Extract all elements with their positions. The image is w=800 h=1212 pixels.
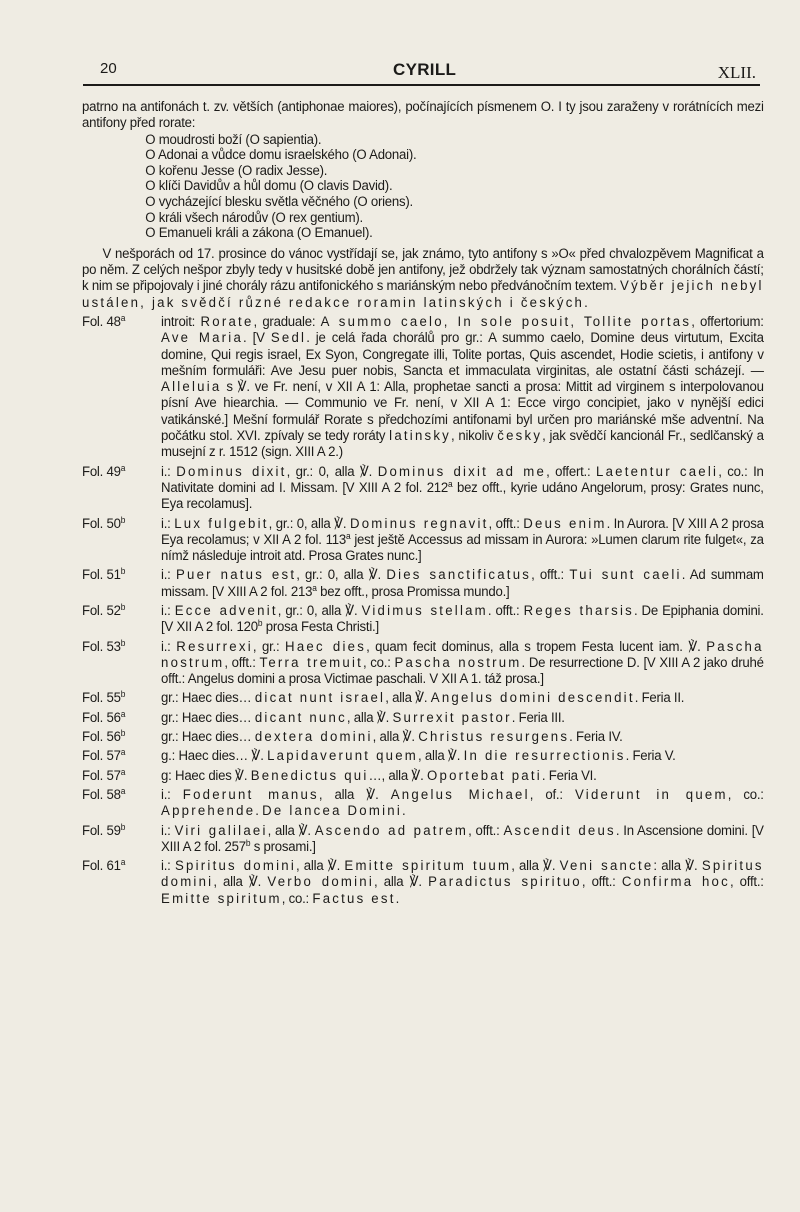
entry-text-run: gr.: Haec dies… xyxy=(161,729,255,746)
entry-text-run: , offt.: xyxy=(531,567,570,584)
folio-label xyxy=(82,464,161,513)
entry-text-run: i.: xyxy=(161,786,183,803)
folio-reference-side: b xyxy=(257,618,263,629)
chant-incipit: Lapidaverunt quem xyxy=(267,748,419,765)
folio-side: b xyxy=(120,601,126,612)
entry-text-run: . offt.: xyxy=(487,602,524,619)
entry-text-run: , co.: xyxy=(281,890,313,907)
chant-incipit: Confirma hoc xyxy=(621,874,730,891)
folio-side: b xyxy=(120,728,126,739)
chant-incipit: Dominus regnavit xyxy=(349,515,489,532)
folio-entry-text xyxy=(161,464,764,513)
entry-text-run: g.: Haec dies… ℣. xyxy=(161,748,268,765)
folio-number: Fol. 56 xyxy=(82,709,121,726)
chant-incipit: Laetentur caeli xyxy=(595,463,719,480)
folio-entry xyxy=(82,748,764,764)
entry-text-run: , gr.: 0, alla ℣. xyxy=(277,602,362,619)
entry-text-run: , gr.: 0, alla ℣. xyxy=(296,567,387,584)
entry-text-run: , alla ℣. xyxy=(346,709,393,726)
entry-text-run: , of.: xyxy=(529,786,575,803)
chant-incipit: dicant nunc xyxy=(254,709,347,726)
entry-text-run: i.: xyxy=(161,567,177,584)
entry-text-run: i.: xyxy=(161,602,175,619)
antiphon-item: O Emanueli králi a zákona (O Emanuel). xyxy=(145,225,373,242)
antiphon-item: O králi všech národův (O rex gentium). xyxy=(145,209,363,226)
chant-incipit: Alleluia xyxy=(161,379,222,396)
folio-label xyxy=(82,858,161,907)
chant-incipit: Paradictus spirituo xyxy=(428,874,582,891)
entry-text-run: , alla ℣. xyxy=(213,874,268,891)
entry-text-run: bez offt., kyrie udáno Angelorum, prosy: Grates nunc, Eya recolamus]. xyxy=(161,479,764,513)
folio-entry-text xyxy=(161,729,764,745)
chant-incipit: Pascha nostrum xyxy=(161,638,764,671)
chant-incipit: Terra tremuit xyxy=(259,654,364,671)
folio-entry xyxy=(82,314,764,461)
folio-side: a xyxy=(120,312,126,323)
chant-incipit: Dominus dixit xyxy=(176,463,287,480)
folio-label xyxy=(82,690,161,706)
running-header xyxy=(83,57,760,86)
entry-text-run: bez offt., prosa Promissa mundo.] xyxy=(316,583,510,600)
chant-incipit: Spiritus domini xyxy=(175,858,296,875)
folio-label xyxy=(82,787,161,820)
folio-label xyxy=(82,639,161,688)
chant-incipit: Foderunt manus xyxy=(182,786,319,803)
folio-label xyxy=(82,314,161,461)
entry-text-run: , alla ℣. xyxy=(418,748,464,765)
page-body xyxy=(82,99,764,907)
entry-text-run: , co.: xyxy=(727,786,764,803)
entry-text-run: , alla ℣. xyxy=(295,858,345,875)
antiphon-item: O moudrosti boží (O sapientia). xyxy=(145,131,322,148)
folio-number: Fol. 57 xyxy=(82,748,121,765)
folio-entry xyxy=(82,603,764,636)
chant-incipit: Ave Maria xyxy=(161,330,244,347)
entry-text-run: introit: xyxy=(161,313,201,330)
chant-incipit: česky xyxy=(497,428,543,445)
chant-incipit: Emitte spiritum xyxy=(161,890,282,907)
entry-text-run: , co.: In Nativitate domini ad I. Missam. [V XIII A 2 fol. 212 xyxy=(161,463,764,496)
folio-side: b xyxy=(120,566,126,577)
chant-incipit: Dies sanctificatus xyxy=(386,567,532,584)
folio-entry-text xyxy=(161,787,764,820)
page-number: 20 xyxy=(100,60,117,77)
entry-text-run: . De Epiphania domini. [V XII A 2 fol. 120 xyxy=(161,602,764,636)
folio-entry xyxy=(82,729,764,745)
entry-text-run: . [V xyxy=(243,330,271,347)
folio-number: Fol. 55 xyxy=(82,690,121,707)
folio-number: Fol. 51 xyxy=(82,567,121,584)
section-number: XLII. xyxy=(717,63,756,82)
folio-number: Fol. 57 xyxy=(82,767,121,784)
entry-text-run: . In Ascensione domini. [V XIII A 2 fol. 257 xyxy=(161,822,764,855)
entry-text-run: . De resurrectione D. [V XIII A 2 jako druhé offt.: Angelus domini a prosa Victimae paschali. V XII A 1. táž prosa.] xyxy=(161,654,764,688)
folio-entry xyxy=(82,690,764,706)
entry-text-run: . In Aurora. [V XIII A 2 prosa Eya recolamus; v XII A 2 fol. 113 xyxy=(161,515,764,548)
folio-reference-side: a xyxy=(448,478,453,489)
chant-incipit: Angelus Michael xyxy=(390,786,530,803)
entry-text-run: g: Haec dies ℣. xyxy=(161,767,251,784)
folio-entry xyxy=(82,710,764,726)
intro-paragraph: patrno na antifonách t. zv. větších (antiphonae maiores), počínajících písmenem O. I ty jsou zaraženy v rorátnících mezi antifony před rorate: xyxy=(82,99,764,132)
folio-side: a xyxy=(120,766,126,777)
folio-number: Fol. 48 xyxy=(82,313,121,330)
chant-incipit: Surrexit pastor xyxy=(392,709,512,726)
folio-reference-side: a xyxy=(345,530,351,541)
folio-label xyxy=(82,768,161,784)
entry-text-run: s ℣. ve Fr. není, v XII A 1: Alla, prophetae sancti a prosa: Mittit ad virginem s interpolovanou písní Ave hiearchia. — Communio ve Fr. není, v XII A 1: Ecce virgo concipiet, jako v nynější edici vatikánské.] Mešní formulář Rorate s předchozími antifonami byl určen pro mariánské mše adventní. Na počátku stol. XVI. zpívaly se tedy roráty xyxy=(161,379,764,445)
entry-text-run: , nikoliv xyxy=(451,428,498,445)
entry-text-run: . Feria III. xyxy=(511,709,565,726)
entry-text-run: , quam fecit dominus, alla s tropem Festa lucent iam. ℣. xyxy=(366,638,707,655)
entry-text-run: , gr.: 0, alla ℣. xyxy=(268,515,350,532)
folio-number: Fol. 61 xyxy=(82,858,121,875)
entry-text-run: . Feria VI. xyxy=(541,767,597,784)
folio-entry-text xyxy=(161,710,764,726)
folio-number: Fol. 53 xyxy=(82,638,121,655)
entry-text-run: i.: xyxy=(161,463,177,480)
entry-text-run: s prosami.] xyxy=(250,838,316,855)
folio-number: Fol. 59 xyxy=(82,822,121,839)
chant-incipit: Pascha nostrum xyxy=(394,654,522,671)
vespers-paragraph xyxy=(82,246,764,311)
entry-text-run: , gr.: 0, alla ℣. xyxy=(286,463,378,480)
entry-text-run: i.: xyxy=(161,822,175,839)
chant-incipit: Sedl xyxy=(270,330,307,347)
folio-label xyxy=(82,567,161,600)
chant-incipit: Oportebat pati xyxy=(427,767,542,784)
chant-incipit: Ascendit deus xyxy=(503,822,616,839)
chant-incipit: latinsky xyxy=(389,428,452,445)
entry-text-run: i.: xyxy=(161,858,176,875)
folio-entry-text xyxy=(161,567,764,600)
chant-incipit: Lux fulgebit xyxy=(174,515,269,532)
entry-text-run: gr.: Haec dies… xyxy=(161,690,255,707)
entry-text-run: . xyxy=(255,803,263,820)
antiphon-item: O klíči Davidův a hůl domu (O clavis David). xyxy=(145,178,393,195)
entry-text-run: . xyxy=(402,803,406,820)
chant-incipit: Puer natus est xyxy=(176,567,297,584)
o-antiphon-list xyxy=(145,133,763,242)
folio-side: b xyxy=(120,514,126,525)
chant-incipit: Viri galilaei xyxy=(174,822,268,839)
folio-side: b xyxy=(120,637,126,648)
entry-text-run: , alla ℣. xyxy=(318,786,391,803)
entry-text-run: , co.: xyxy=(363,654,395,671)
folio-side: a xyxy=(120,785,126,796)
chant-incipit: Reges tharsis xyxy=(523,602,634,619)
folio-label xyxy=(82,729,161,745)
entry-text-run: . Feria V. xyxy=(625,748,676,765)
entry-text-run: . je celá řada chorálů pro gr.: A summo caelo, Domine deus virtutum, Excita domine, Qui regis israel, Ex Syon, Congregate illi, Tolite portas, Quis ascendet, Hodie scietis, i antifony v mešním formuláři: Ave Jesu puer nobis, Sancta et immaculata virginitas, ale ostatní části scházejí. — xyxy=(161,330,764,379)
folio-entry xyxy=(82,567,764,600)
vespers-spaced-text: Výběr jejich nebyl ustálen, jak svědčí různé redakce roramin latinských i českých. xyxy=(82,278,764,311)
chant-incipit: Verbo domini xyxy=(267,874,375,891)
folio-entry xyxy=(82,516,764,565)
folio-entry xyxy=(82,787,764,820)
chant-incipit: Haec dies xyxy=(285,638,367,655)
entry-text-run: . Feria IV. xyxy=(569,729,623,746)
chant-incipit: Angelus domini descendit xyxy=(430,690,635,707)
folio-label xyxy=(82,516,161,565)
entry-text-run: . xyxy=(395,890,400,907)
folio-entry-text xyxy=(161,603,764,636)
chant-incipit: Rorate xyxy=(200,313,254,330)
chant-incipit: Tui sunt caeli xyxy=(569,567,682,584)
folio-entry-text xyxy=(161,748,764,764)
folio-entry xyxy=(82,858,764,907)
chant-incipit: A summo caelo, In sole posuit, Tollite portas xyxy=(320,313,692,330)
entry-text-run: , offt.: xyxy=(224,654,260,671)
folio-label xyxy=(82,603,161,636)
folio-entry-text xyxy=(161,516,764,565)
entry-text-run: , offert.: xyxy=(546,463,596,480)
entry-text-run: , offt.: xyxy=(729,874,764,891)
folio-side: a xyxy=(120,857,126,868)
folio-label xyxy=(82,823,161,856)
entry-text-run: . Feria II. xyxy=(634,690,685,707)
running-title: CYRILL xyxy=(393,60,457,79)
entry-text-run: , jak svědčí kancionál Fr., sedlčanský a musejní z r. 1512 (sign. XIII A 2.) xyxy=(161,428,764,461)
chant-incipit: Ascendo ad patrem xyxy=(314,822,469,839)
entry-text-run: , offertorium: xyxy=(691,313,764,330)
entry-text-run: , alla ℣. xyxy=(385,690,431,707)
chant-incipit: Spiritus domini xyxy=(161,858,764,891)
folio-number: Fol. 50 xyxy=(82,515,121,532)
entry-text-run: , alla ℣. xyxy=(374,874,429,891)
folio-entry xyxy=(82,823,764,856)
entry-text-run: , offt.: xyxy=(581,874,622,891)
folio-number: Fol. 52 xyxy=(82,602,121,619)
vespers-text: V nešporách od 17. prosince do vánoc vystřídají se, jak známo, tyto antifony s »O« před chvalozpěvem Magnificat a po něm. Z celých nešpor zbyly tedy v husitské době jen antifony, jež obdržely tak význam samostatných chorálních částí; k nim se připojovaly i jiné chorály rázu antifonického s mariánským nebo předvánočním textem. xyxy=(82,245,764,295)
chant-incipit: Vidimus stellam xyxy=(361,602,488,619)
chant-incipit: Apprehende xyxy=(161,803,256,820)
folio-label xyxy=(82,710,161,726)
folio-entry-text xyxy=(161,690,764,706)
chant-incipit: Viderunt in quem xyxy=(574,786,728,803)
chant-incipit: Emitte spiritum tuum xyxy=(344,858,512,875)
folio-entry-text xyxy=(161,823,764,856)
entry-text-run: , alla ℣. xyxy=(511,858,560,875)
chant-incipit: Ecce advenit xyxy=(174,602,278,619)
chant-incipit: In die resurrectionis xyxy=(463,748,626,765)
folio-side: a xyxy=(120,747,126,758)
entry-text-run: , offt.: xyxy=(488,515,524,532)
entry-text-run: …, alla ℣. xyxy=(368,767,428,784)
antiphon-item: O Adonai a vůdce domu israelského (O Adonai). xyxy=(145,147,417,164)
chant-incipit: Benedictus qui xyxy=(250,767,369,784)
entry-text-run: , alla ℣. xyxy=(372,729,419,746)
entry-text-run: , alla ℣. xyxy=(267,822,315,839)
folio-side: b xyxy=(120,821,126,832)
folio-entry xyxy=(82,464,764,513)
folio-entry xyxy=(82,639,764,688)
entry-text-run: . Ad summam missam. [V XIII A 2 fol. 213 xyxy=(161,567,764,600)
chant-incipit: Veni sancte xyxy=(559,858,654,875)
folio-entry-text xyxy=(161,639,764,688)
folio-entry-text xyxy=(161,858,764,907)
folio-entry-text xyxy=(161,314,764,461)
antiphon-item: O kořenu Jesse (O radix Jesse). xyxy=(145,162,328,179)
chant-incipit: Christus resurgens xyxy=(418,729,570,746)
chant-incipit: Resurrexi xyxy=(176,638,253,655)
entry-text-run: gr.: Haec dies… xyxy=(161,709,255,726)
entry-text-run: , gr.: xyxy=(252,638,286,655)
folio-entries xyxy=(82,314,764,907)
folio-number: Fol. 49 xyxy=(82,463,121,480)
chant-incipit: De lancea Domini xyxy=(262,803,403,820)
chant-incipit: Deus enim xyxy=(523,515,607,532)
folio-label xyxy=(82,748,161,764)
folio-side: a xyxy=(120,462,126,473)
entry-text-run: : alla ℣. xyxy=(653,858,702,875)
folio-number: Fol. 58 xyxy=(82,786,121,803)
entry-text-run: , offt.: xyxy=(468,822,504,839)
entry-text-run: jest ještě Accessus ad missam in Aurora: »Lumen clarum rite fulget«, za nímž následuje introit atd. Prosa Grates nunc.] xyxy=(161,531,764,565)
folio-entry xyxy=(82,768,764,784)
folio-reference-side: b xyxy=(245,837,251,848)
chant-incipit: Factus est xyxy=(312,890,396,907)
chant-incipit: dicat nunt israel xyxy=(254,690,386,707)
folio-side: b xyxy=(120,689,126,700)
chant-incipit: Dominus dixit ad me xyxy=(377,463,547,480)
folio-reference-side: a xyxy=(312,582,317,593)
antiphon-item: O vycházející blesku světla věčného (O oriens). xyxy=(145,193,413,210)
folio-entry-text xyxy=(161,768,764,784)
entry-text-run: , graduale: xyxy=(253,313,321,330)
entry-text-run: prosa Festa Christi.] xyxy=(262,619,379,636)
folio-number: Fol. 56 xyxy=(82,729,121,746)
entry-text-run: i.: xyxy=(161,638,177,655)
chant-incipit: dextera domini xyxy=(254,729,373,746)
folio-side: a xyxy=(120,708,126,719)
entry-text-run: i.: xyxy=(161,515,175,532)
